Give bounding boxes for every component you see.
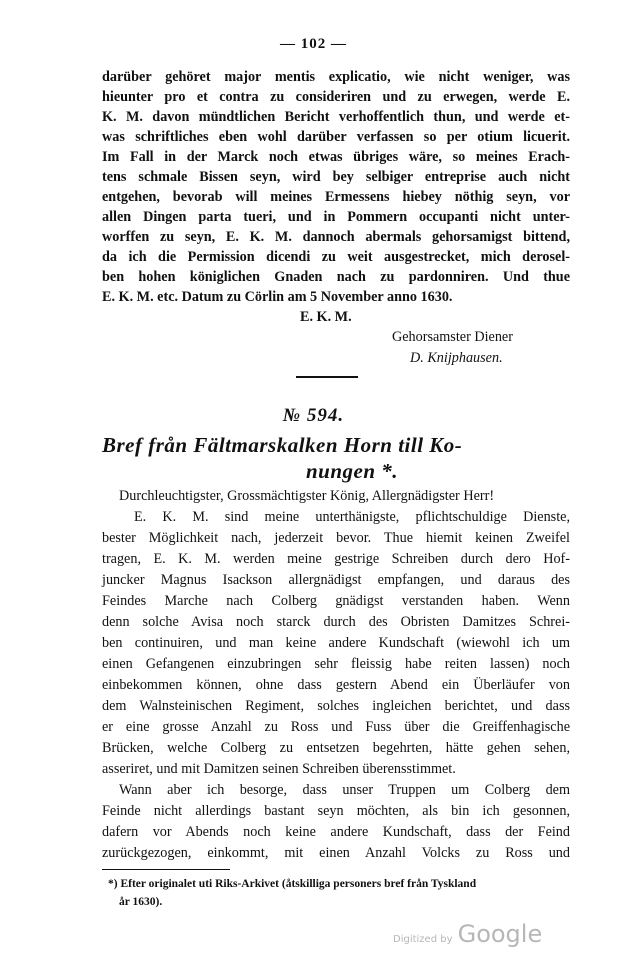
text-line: K. M. davon mündtlichen Bericht verhoffentlich thun, und werde et- — [102, 109, 570, 125]
text-line: zurückgezogen, einkommt, mit einen Anzahl Volcks zu Ross und — [102, 845, 570, 861]
footnote-line: *) Efter originalet uti Riks-Arkivet (åtskilliga personers bref från Tyskland — [108, 878, 477, 890]
text-line: juncker Magnus Isackson allergnädigst empfangen, und daraus des — [102, 572, 570, 588]
text-line: allen Dingen parta tueri, und in Pommern occupanti nicht unter- — [102, 209, 570, 225]
text-line: tragen, E. K. M. werden meine gestrige Schreiben durch dero Hof- — [102, 551, 570, 567]
letter-title-line: nungen *. — [306, 459, 399, 483]
text-line: er eine grosse Anzahl zu Ross und Fuss über die Greiffenhagische — [102, 719, 570, 735]
text-line: darüber gehöret major mentis explicatio, wie nicht weniger, was — [102, 69, 570, 85]
letter-number: № 594. — [282, 405, 345, 426]
address-line: Durchleuchtigster, Grossmächtigster König, Allergnädigster Herr! — [119, 488, 495, 504]
text-line: denn solche Avisa noch starck durch des Obristen Damitzes Schrei- — [102, 614, 570, 630]
text-line: Feindes Marche nach Colberg gnädigst verstanden haben. Wenn — [102, 593, 570, 609]
letter-title-line: Bref från Fältmarskalken Horn till Ko- — [102, 433, 463, 457]
text-line: Feinde nicht allerdings bastant seyn möchten, als bin ich gesonnen, — [102, 803, 570, 819]
footnote-divider — [102, 869, 230, 870]
text-line: dafern vor Abends noch keine andere Kundschaft, dass der Feind — [102, 824, 570, 840]
text-line: Im Fall in der Marck noch etwas übriges wäre, so meines Erach- — [102, 149, 570, 165]
text-line: einbekommen können, ohne dass gestern Abend ein Überläufer von — [102, 677, 570, 693]
text-line: Wann aber ich besorge, dass unser Truppen um Colberg dem — [119, 782, 570, 798]
text-line: einen Gefangenen einzubringen sehr fleissig habe reiten lassen) noch — [102, 656, 570, 672]
page-number: — 102 — — [280, 36, 347, 52]
closing-salutation: E. K. M. — [300, 309, 352, 325]
signature-name: D. Knijphausen. — [410, 350, 503, 366]
text-line: ben hohen königlichen Gnaden nach zu pardonniren. Und thue — [102, 269, 570, 285]
section-divider — [296, 376, 358, 378]
digitized-watermark — [393, 920, 542, 948]
text-line: worffen zu seyn, E. K. M. dannoch abermals gehorsamigst bittend, — [102, 229, 570, 245]
watermark-prefix: Digitized by — [393, 934, 453, 945]
text-line: dem Walnsteinischen Regiment, solches ingleichen berichtet, und dass — [102, 698, 570, 714]
google-logo: Google — [457, 920, 543, 948]
text-line: E. K. M. etc. Datum zu Cörlin am 5 November anno 1630. — [102, 289, 453, 305]
text-line: hieunter pro et contra zu consideriren und zu erwegen, werde E. — [102, 89, 570, 105]
signature-title: Gehorsamster Diener — [392, 329, 513, 345]
text-line: was schriftliches eben wohl darüber verfassen so per otium licuerit. — [102, 129, 570, 145]
text-line: ben continuiren, und man keine andere Kundschaft (wiewohl ich um — [102, 635, 570, 651]
text-line: tens schmale Bissen seyn, wird bey selbiger entreprise auch nicht — [102, 169, 570, 185]
text-line: da ich die Permission dicendi zu weit ausgestrecket, mich derosel- — [102, 249, 570, 265]
text-line: entgehen, bevorab will meines Ermessens hiebey nöthig seyn, vor — [102, 189, 570, 205]
footnote-line: år 1630). — [119, 896, 163, 908]
text-line: bester Möglichkeit nach, jederzeit bevor. Thue hiemit keinen Zweifel — [102, 530, 570, 546]
text-line: asseriret, und mit Damitzen seinen Schreiben überensstimmet. — [102, 761, 456, 777]
text-line: Brücken, welche Colberg zu entsetzen begehrten, hätte gehen sehen, — [102, 740, 570, 756]
text-line: E. K. M. sind meine unterthänigste, pflichtschuldige Dienste, — [134, 509, 570, 525]
